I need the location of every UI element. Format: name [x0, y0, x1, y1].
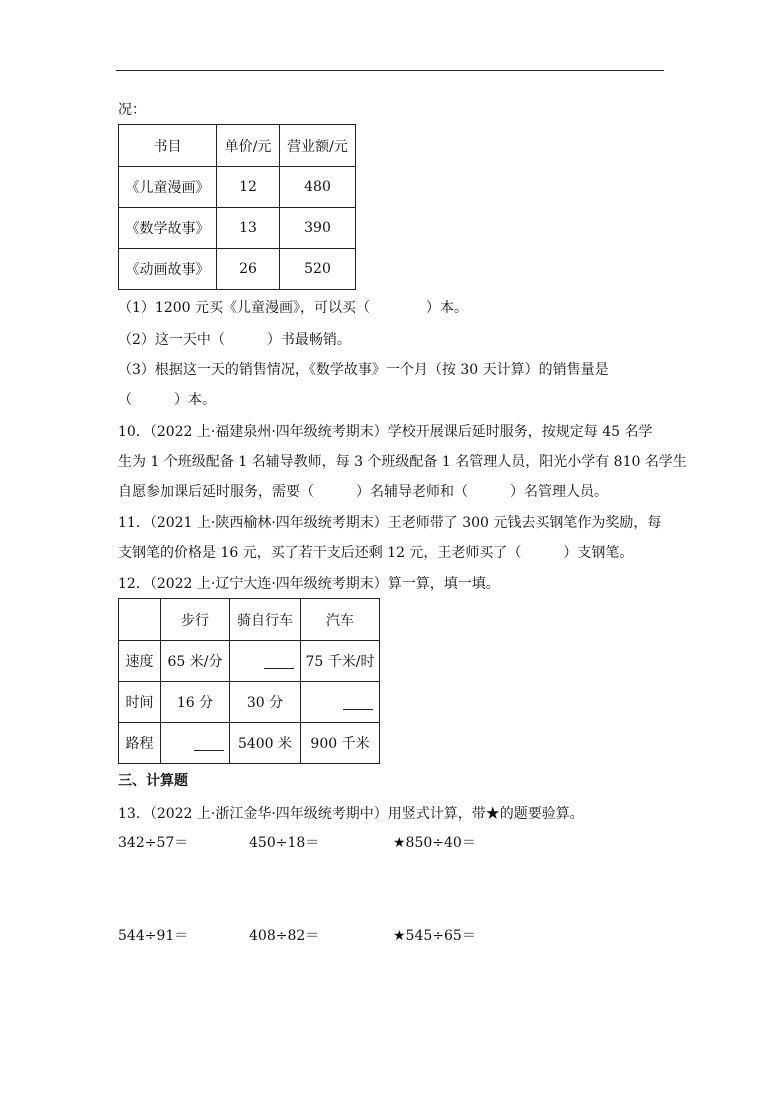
calc-problem-verify: ★850÷40＝	[393, 835, 476, 851]
table-cell: 路程	[119, 723, 161, 764]
header-rule	[116, 70, 664, 71]
book-sales-table	[118, 124, 356, 290]
table-header: 营业额/元	[280, 125, 356, 167]
q12-line-1: 12．（2022 上·辽宁大连·四年级统考期末）算一算，填一填。	[118, 576, 500, 592]
q9-subquestion-2: （2）这一天中（ ）书最畅销。	[118, 332, 351, 348]
q11-line-1: 11．（2021 上·陕西榆林·四年级统考期末）王老师带了 300 元钱去买钢笔作为奖励，每	[118, 515, 662, 531]
table-cell: 13	[217, 208, 280, 249]
table-cell: 75 千米/时	[301, 641, 380, 682]
section-title: 三、计算题	[118, 773, 188, 789]
table-cell: 《动画故事》	[119, 249, 217, 290]
calc-problem-verify: ★545÷65＝	[393, 928, 476, 944]
table-cell: 26	[217, 249, 280, 290]
table-cell: 《儿童漫画》	[119, 167, 217, 208]
table-cell	[230, 641, 301, 682]
q9-subquestion-3: （3）根据这一天的销售情况，《数学故事》一个月（按 30 天计算）的销售量是	[118, 362, 609, 378]
table-header: 书目	[119, 125, 217, 167]
table-cell	[301, 682, 380, 723]
table-header: 单价/元	[217, 125, 280, 167]
q10-line-3: 自愿参加课后延时服务，需要（ ）名辅导老师和（ ）名管理人员。	[118, 484, 608, 500]
calc-problem: 342÷57＝	[118, 835, 189, 851]
table-header: 步行	[161, 599, 230, 641]
q9-subquestion-3-cont: （ ）本。	[118, 392, 216, 408]
answer-blank[interactable]	[194, 736, 224, 751]
table-header	[119, 599, 161, 641]
table-cell: 5400 米	[230, 723, 301, 764]
table-cell: 30 分	[230, 682, 301, 723]
calc-problem: 544÷91＝	[118, 928, 189, 944]
q10-line-1: 10．（2022 上·福建泉州·四年级统考期末）学校开展课后延时服务，按规定每 45 名学	[118, 424, 653, 440]
speed-time-distance-table	[118, 598, 380, 764]
answer-blank[interactable]	[343, 695, 373, 710]
table-cell: 520	[280, 249, 356, 290]
table-header: 汽车	[301, 599, 380, 641]
table-cell: 65 米/分	[161, 641, 230, 682]
q13-line-1: 13．（2022 上·浙江金华·四年级统考期中）用竖式计算，带★的题要验算。	[118, 806, 584, 822]
q11-line-2: 支钢笔的价格是 16 元，买了若干支后还剩 12 元，王老师买了（ ）支钢笔。	[118, 545, 634, 561]
fragment-text: 况：	[118, 102, 146, 118]
table-cell: 900 千米	[301, 723, 380, 764]
q10-line-2: 生为 1 个班级配备 1 名辅导教师，每 3 个班级配备 1 名管理人员，阳光小学有 810 名学生	[118, 454, 687, 470]
q9-subquestion-1: （1）1200 元买《儿童漫画》，可以买（ ）本。	[118, 300, 468, 316]
calc-problem: 450÷18＝	[249, 835, 320, 851]
table-cell: 390	[280, 208, 356, 249]
table-cell: 480	[280, 167, 356, 208]
table-cell: 16 分	[161, 682, 230, 723]
table-cell: 12	[217, 167, 280, 208]
answer-blank[interactable]	[264, 654, 294, 669]
table-cell	[161, 723, 230, 764]
calc-problem: 408÷82＝	[249, 928, 320, 944]
table-header: 骑自行车	[230, 599, 301, 641]
table-cell: 速度	[119, 641, 161, 682]
table-cell: 时间	[119, 682, 161, 723]
table-cell: 《数学故事》	[119, 208, 217, 249]
